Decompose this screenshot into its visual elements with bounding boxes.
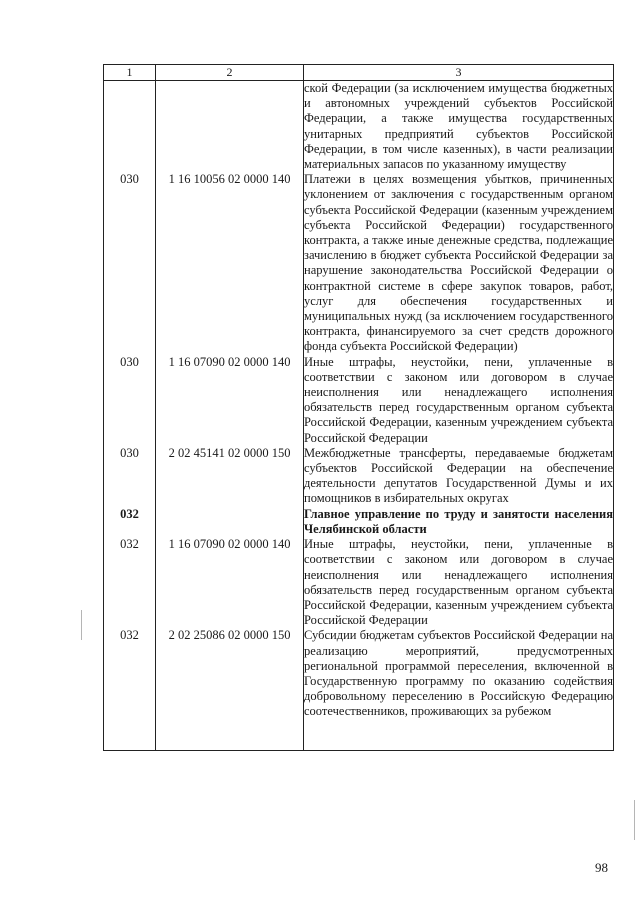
row-admin-code: [104, 81, 156, 173]
row-description: Субсидии бюджетам субъектов Российской Федерации на реализацию мероприятий, предусмотренных региональной программой переселения, включенной в Государственную программу по оказанию содействия добровольному переселению в Российскую Федерацию соотечественников, проживающих за рубежом: [304, 628, 613, 719]
scan-artifact-line: [634, 800, 635, 840]
header-col-3: 3: [304, 65, 614, 81]
table-row: [104, 172, 614, 354]
row-description: Иные штрафы, неустойки, пени, уплаченные в соответствии с законом или договором в случае неисполнения или ненадлежащего исполнения обязательств перед государственным органом субъекта Российской Федерации, казенным учреждением субъекта Российской Федерации: [304, 354, 613, 445]
row-description: Межбюджетные трансферты, передаваемые бюджетам субъектов Российской Федерации на обеспечение деятельности депутатов Государственной Думы и их помощников в избирательных округах: [304, 445, 613, 506]
row-budget-code: 2 02 25086 02 0000 150: [156, 628, 304, 719]
table-row: [104, 81, 614, 173]
table-header-row: [104, 65, 614, 81]
row-budget-code: 2 02 45141 02 0000 150: [156, 446, 304, 507]
budget-codes-table: [103, 64, 614, 751]
header-col-1: 1: [104, 65, 156, 81]
row-description: Иные штрафы, неустойки, пени, уплаченные в соответствии с законом или договором в случае неисполнения или ненадлежащего исполнения обязательств перед государственным органом субъекта Российской Федерации, казенным учреждением субъекта Российской Федерации: [304, 537, 613, 628]
table-row: [104, 355, 614, 446]
spacer-cell: [104, 720, 156, 751]
table-bottom-spacer-row: [104, 720, 614, 751]
row-budget-code: 1 16 10056 02 0000 140: [156, 172, 304, 354]
table-row-section-heading: [104, 507, 614, 537]
table-row: [104, 537, 614, 628]
row-budget-code: [156, 81, 304, 173]
header-col-2: 2: [156, 65, 304, 81]
spacer-cell: [156, 720, 304, 751]
row-admin-code: 032: [104, 628, 156, 719]
row-admin-code: 030: [104, 446, 156, 507]
page-number: 98: [595, 860, 608, 875]
row-description: ской Федерации (за исключением имущества бюджетных и автономных учреждений субъектов Российской Федерации, а также имущества государственных унитарных предприятий субъектов Российской Федерации, в том числе казенных), в части реализации материальных запасов по указанному имуществу: [304, 81, 613, 172]
row-budget-code: [156, 507, 304, 537]
row-budget-code: 1 16 07090 02 0000 140: [156, 355, 304, 446]
row-admin-code: 030: [104, 172, 156, 354]
row-budget-code: 1 16 07090 02 0000 140: [156, 537, 304, 628]
section-heading: Главное управление по труду и занятости населения Челябинской области: [304, 506, 613, 536]
spacer-cell: [304, 720, 614, 751]
row-admin-code: 032: [104, 507, 156, 537]
scan-artifact-line: [81, 610, 82, 640]
table-row: [104, 446, 614, 507]
row-description: Платежи в целях возмещения убытков, причиненных уклонением от заключения с государственным органом субъекта Российской Федерации (казенным учреждением субъекта Российской Федерации) государственного контракта, а также иные денежные средства, подлежащие зачислению в бюджет субъекта Российской Федерации за нарушение законодательства Российской Федерации о контрактной системе в сфере закупок товаров, работ, услуг для обеспечения государственных и муниципальных нужд (за исключением государственного контракта, финансируемого за счет средств дорожного фонда субъекта Российской Федерации): [304, 172, 613, 354]
row-admin-code: 032: [104, 537, 156, 628]
row-admin-code: 030: [104, 355, 156, 446]
table-row: [104, 628, 614, 719]
